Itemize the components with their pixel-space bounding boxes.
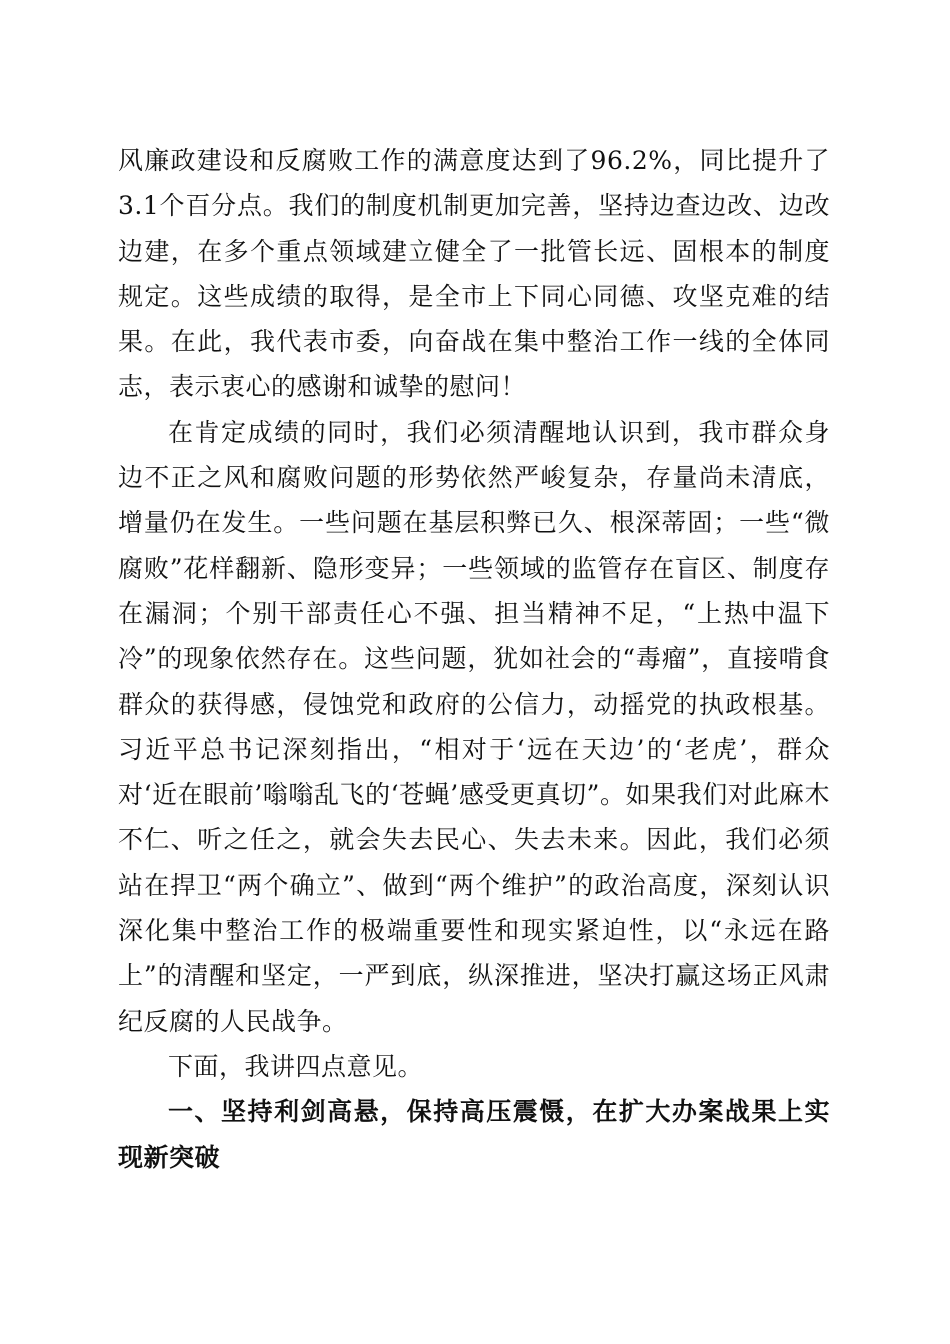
section-heading: 一、坚持利剑高悬，保持高压震慑，在扩大办案战果上实现新突破 (118, 1097, 830, 1172)
paragraph-transition: 下面，我讲四点意见。 (168, 1051, 424, 1081)
paragraph-continuation: 风廉政建设和反腐败工作的满意度达到了96.2%，同比提升了3.1个百分点。我们的制度机制更加完善，坚持边查边改、边改边建，在多个重点领域建立健全了一批管长远、固根本的制度规定。这些成绩的取得，是全市上下同心同德、攻坚克难的结果。在此，我代表市委，向奋战在集中整治工作一线的全体同志，表示衷心的感谢和诚挚的慰问！ (118, 146, 830, 402)
document-body (118, 138, 830, 1180)
paragraph-situation: 在肯定成绩的同时，我们必须清醒地认识到，我市群众身边不正之风和腐败问题的形势依然严峻复杂，存量尚未清底，增量仍在发生。一些问题在基层积弊已久、根深蒂固；一些“微腐败”花样翻新、隐形变异；一些领域的监管存在盲区、制度存在漏洞；个别干部责任心不强、担当精神不足，“上热中温下冷”的现象依然存在。这些问题，犹如社会的“毒瘤”，直接啃食群众的获得感，侵蚀党和政府的公信力，动摇党的执政根基。习近平总书记深刻指出，“相对于‘远在天边’的‘老虎’，群众对‘近在眼前’嗡嗡乱飞的‘苍蝇’感受更真切”。如果我们对此麻木不仁、听之任之，就会失去民心、失去未来。因此，我们必须站在捍卫“两个确立”、做到“两个维护”的政治高度，深刻认识深化集中整治工作的极端重要性和现实紧迫性，以“永远在路上”的清醒和坚定，一严到底，纵深推进，坚决打赢这场正风肃纪反腐的人民战争。 (118, 417, 830, 1036)
